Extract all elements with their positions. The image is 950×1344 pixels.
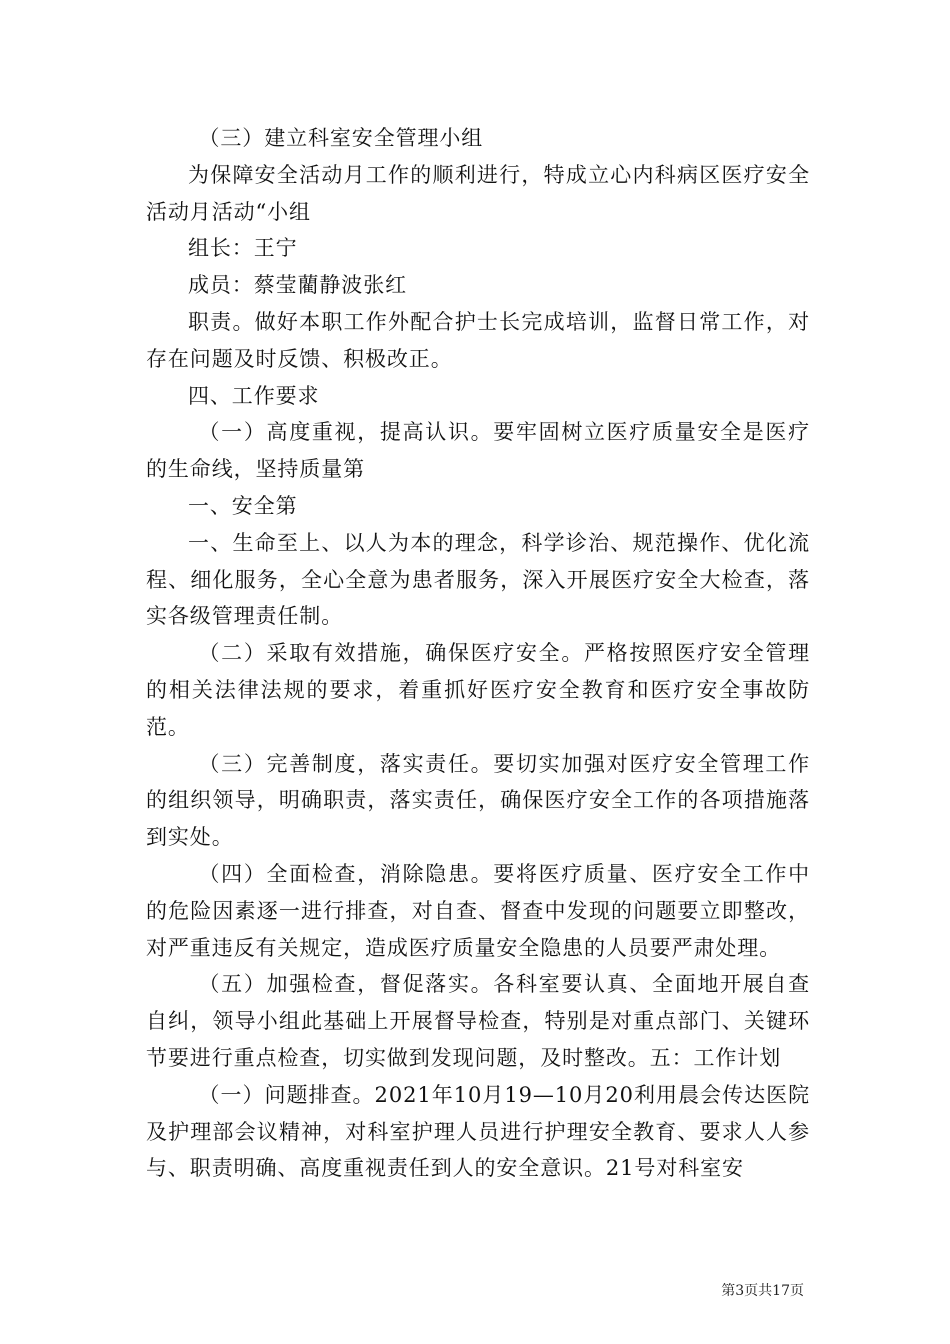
requirement-4: （四）全面检查，消除隐患。要将医疗质量、医疗安全工作中的危险因素逐一进行排查，对自查、督查中发现的问题要立即整改，对严重违反有关规定，造成医疗质量安全隐患的人员要严肃处理。 — [146, 861, 810, 960]
heading-setup-team: （三）建立科室安全管理小组 — [198, 126, 484, 150]
page-number: 第3页共17页 — [721, 1283, 804, 1299]
requirement-1: （一）高度重视，提高认识。要牢固树立医疗质量安全是医疗的生命线，坚持质量第 — [146, 420, 810, 482]
requirement-1-cont-b: 一、生命至上、以人为本的理念，科学诊治、规范操作、优化流程、细化服务，全心全意为患者服务，深入开展医疗安全大检查，落实各级管理责任制。 — [146, 530, 810, 629]
requirement-3: （三）完善制度，落实责任。要切实加强对医疗安全管理工作的组织领导，明确职责，落实责任，确保医疗安全工作的各项措施落到实处。 — [146, 751, 810, 850]
team-duties: 职责。做好本职工作外配合护士长完成培训，监督日常工作，对存在问题及时反馈、积极改正。 — [146, 309, 810, 371]
team-members: 成员：蔡莹藺静波张红 — [188, 273, 407, 298]
work-plan-1: （一）问题排查。2021年10月19—10月20利用晨会传达医院及护理部会议精神，对科室护理人员进行护理安全教育、要求人人参与、职责明确、高度重视责任到人的安全意识。21号对科室安 — [146, 1082, 810, 1181]
document-body — [146, 120, 810, 1187]
team-leader: 组长：王宁 — [188, 236, 298, 261]
requirement-1-cont-a: 一、安全第 — [188, 493, 298, 518]
paragraph-team-purpose: 为保障安全活动月工作的顺利进行，特成立心内科病区医疗安全活动月活动“小组 — [146, 162, 810, 224]
heading-work-requirements: 四、工作要求 — [188, 383, 320, 408]
requirement-2: （二）采取有效措施，确保医疗安全。严格按照医疗安全管理的相关法律法规的要求，着重抓好医疗安全教育和医疗安全事故防范。 — [146, 641, 810, 739]
requirement-5: （五）加强检查，督促落实。各科室要认真、全面地开展自查自纠，领导小组此基础上开展督导检查，特别是对重点部门、关键环节要进行重点检查，切实做到发现问题，及时整改。五：工作计划 — [146, 972, 810, 1070]
